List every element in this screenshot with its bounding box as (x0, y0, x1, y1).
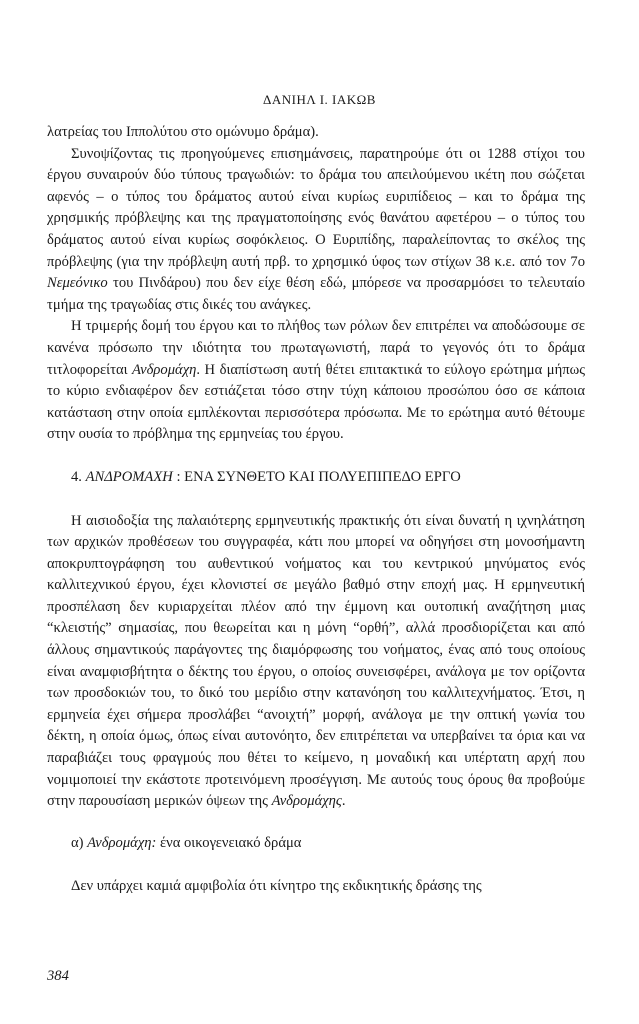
subsection-label: α) (71, 834, 88, 851)
running-head: ΔΑΝΙΗΛ Ι. ΙΑΚΩΒ (263, 92, 376, 107)
italic-title: Ανδρομάχη (132, 361, 197, 378)
section-title-rest: : ΕΝΑ ΣΥΝΘΕΤΟ ΚΑΙ ΠΟΛΥΕΠΙΠΕΔΟ ΕΡΓΟ (172, 468, 461, 485)
paragraph-text: Δεν υπάρχει καμιά αμφιβολία ότι κίνητρο της εκδικητικής δράσης της (71, 878, 482, 895)
body-text (47, 122, 585, 898)
page-number: 384 (47, 968, 69, 984)
section-title-italic: ΑΝΔΡΟΜΑΧΗ (85, 468, 173, 485)
italic-title: Ανδρομάχης (271, 793, 342, 810)
paragraph (47, 876, 585, 898)
subsection-heading (47, 833, 585, 855)
paragraph-text: Συνοψίζοντας τις προηγούμενες επισημάνσεις, παρατηρούμε ότι οι 1288 στίχοι του έργου συναιρούν δύο τύπους τραγωδιών: το δράμα του απειλούμενου ικέτη που σώζεται αφενός – ο τύπος του δράματος αυτού είναι κυρίως ευριπίδειος – και το δράμα της χρησμικής πρόβλεψης και της πραγματοποίησης ενός θανάτου αφετέρου – ο τύπος του δράματος αυτού είναι κυρίως σοφόκλειος. Ο Ευριπίδης, παραλείποντας το σκέλος της πρόβλεψης (για την πρόβλεψη αυτή πρβ. το χρησμικό ύφος των στίχων 38 κ.ε. από τον 7ο (47, 145, 585, 270)
paragraph-text: . (341, 793, 346, 810)
subsection-title-rest: ένα οικογενειακό δράμα (156, 834, 302, 851)
paragraph-text: λατρείας του Ιππολύτου στο ομώνυμο δράμα). (47, 124, 319, 140)
paragraph-text: . Η διαπίστωση αυτή θέτει επιτακτικά το εύλογο ερώτημα μήπως το κύριο ενδιαφέρον δεν εστιάζεται τόσο στην τύχη κάποιου προσώπου όσο σε κάποια κατάσταση στην οποία εμπλέκονται περισσότερα πρόσωπα. Με το ερώτημα αυτό θέτουμε στην ουσία το πρόβλημα της ερμηνείας του έργου. (47, 361, 585, 443)
paragraph-text: του Πινδάρου) που δεν είχε θέση εδώ, μπόρεσε να προσαρμόσει το τελευταίο τμήμα της τραγωδίας στις δικές του ανάγκες. (47, 275, 585, 313)
paragraph (47, 316, 585, 446)
italic-title: Νεμεόνικο (47, 275, 108, 292)
paragraph-text: Η αισιοδοξία της παλαιότερης ερμηνευτικής πρακτικής ότι είναι δυνατή η ιχνηλάτηση των αρχικών προθέσεων του συγγραφέα, κάτι που μπορεί να οδηγήσει στη μονοσήμαντη αποκρυπτογράφηση του αυθεντικού νοήματος και του κεντρικού μηνύματος ενός καλλιτεχνικού έργου, έχει κλονιστεί σε μεγάλο βαθμό στην εποχή μας. Η ερμηνευτική προσπέλαση δεν κυριαρχείται πλέον από την έμμονη και ουτοπική αναζήτηση μιας “κλειστής” σημασίας, που θεωρείται και η μόνη “ορθή”, αλλά προσδιορίζεται και από άλλους σημαντικούς παράγοντες της διαμόρφωσης του νοήματος, ένας από τους οποίους είναι αναμφισβήτητα ο δέκτης του έργου, ο οποίος συνεισφέρει, ανάλογα με τον ορίζοντα των προσδοκιών του, το δικό του μερίδιο στην κατανόηση του καλλιτεχνήματος. Έτσι, η ερμηνεία έχει σήμερα προσλάβει “ανοιχτή” μορφή, ανάλογα με την οπτική γωνία του δέκτη, η οποία όμως, όπως είναι αυτονόητο, δεν επιτρέπεται να υπερβαίνει τα όρια και να παραβιάζει τους φραγμούς που θέτει το κείμενο, η μοναδική και υπέρτατη αρχή που νομιμοποιεί την εκάστοτε προτεινόμενη προσέγγιση. Με αυτούς τους όρους θα προβούμε στην παρουσίαση μερικών όψεων της (47, 512, 585, 810)
paragraph (47, 122, 585, 144)
section-number: 4. (71, 468, 86, 485)
section-heading (47, 467, 585, 489)
subsection-paragraphs (47, 876, 585, 898)
paragraph-text: Η τριμερής δομή του έργου και το πλήθος των ρόλων δεν επιτρέπει να αποδώσουμε σε κανένα πρόσωπο την ιδιότητα του πρωταγωνιστή, παρά το γεγονός ότι το δράμα τιτλοφορείται (47, 318, 585, 378)
subsection-title-italic: Ανδρομάχη: (87, 834, 157, 851)
top-paragraphs (47, 122, 585, 446)
paragraph (47, 511, 585, 813)
paragraph (47, 144, 585, 317)
section-paragraphs (47, 511, 585, 813)
